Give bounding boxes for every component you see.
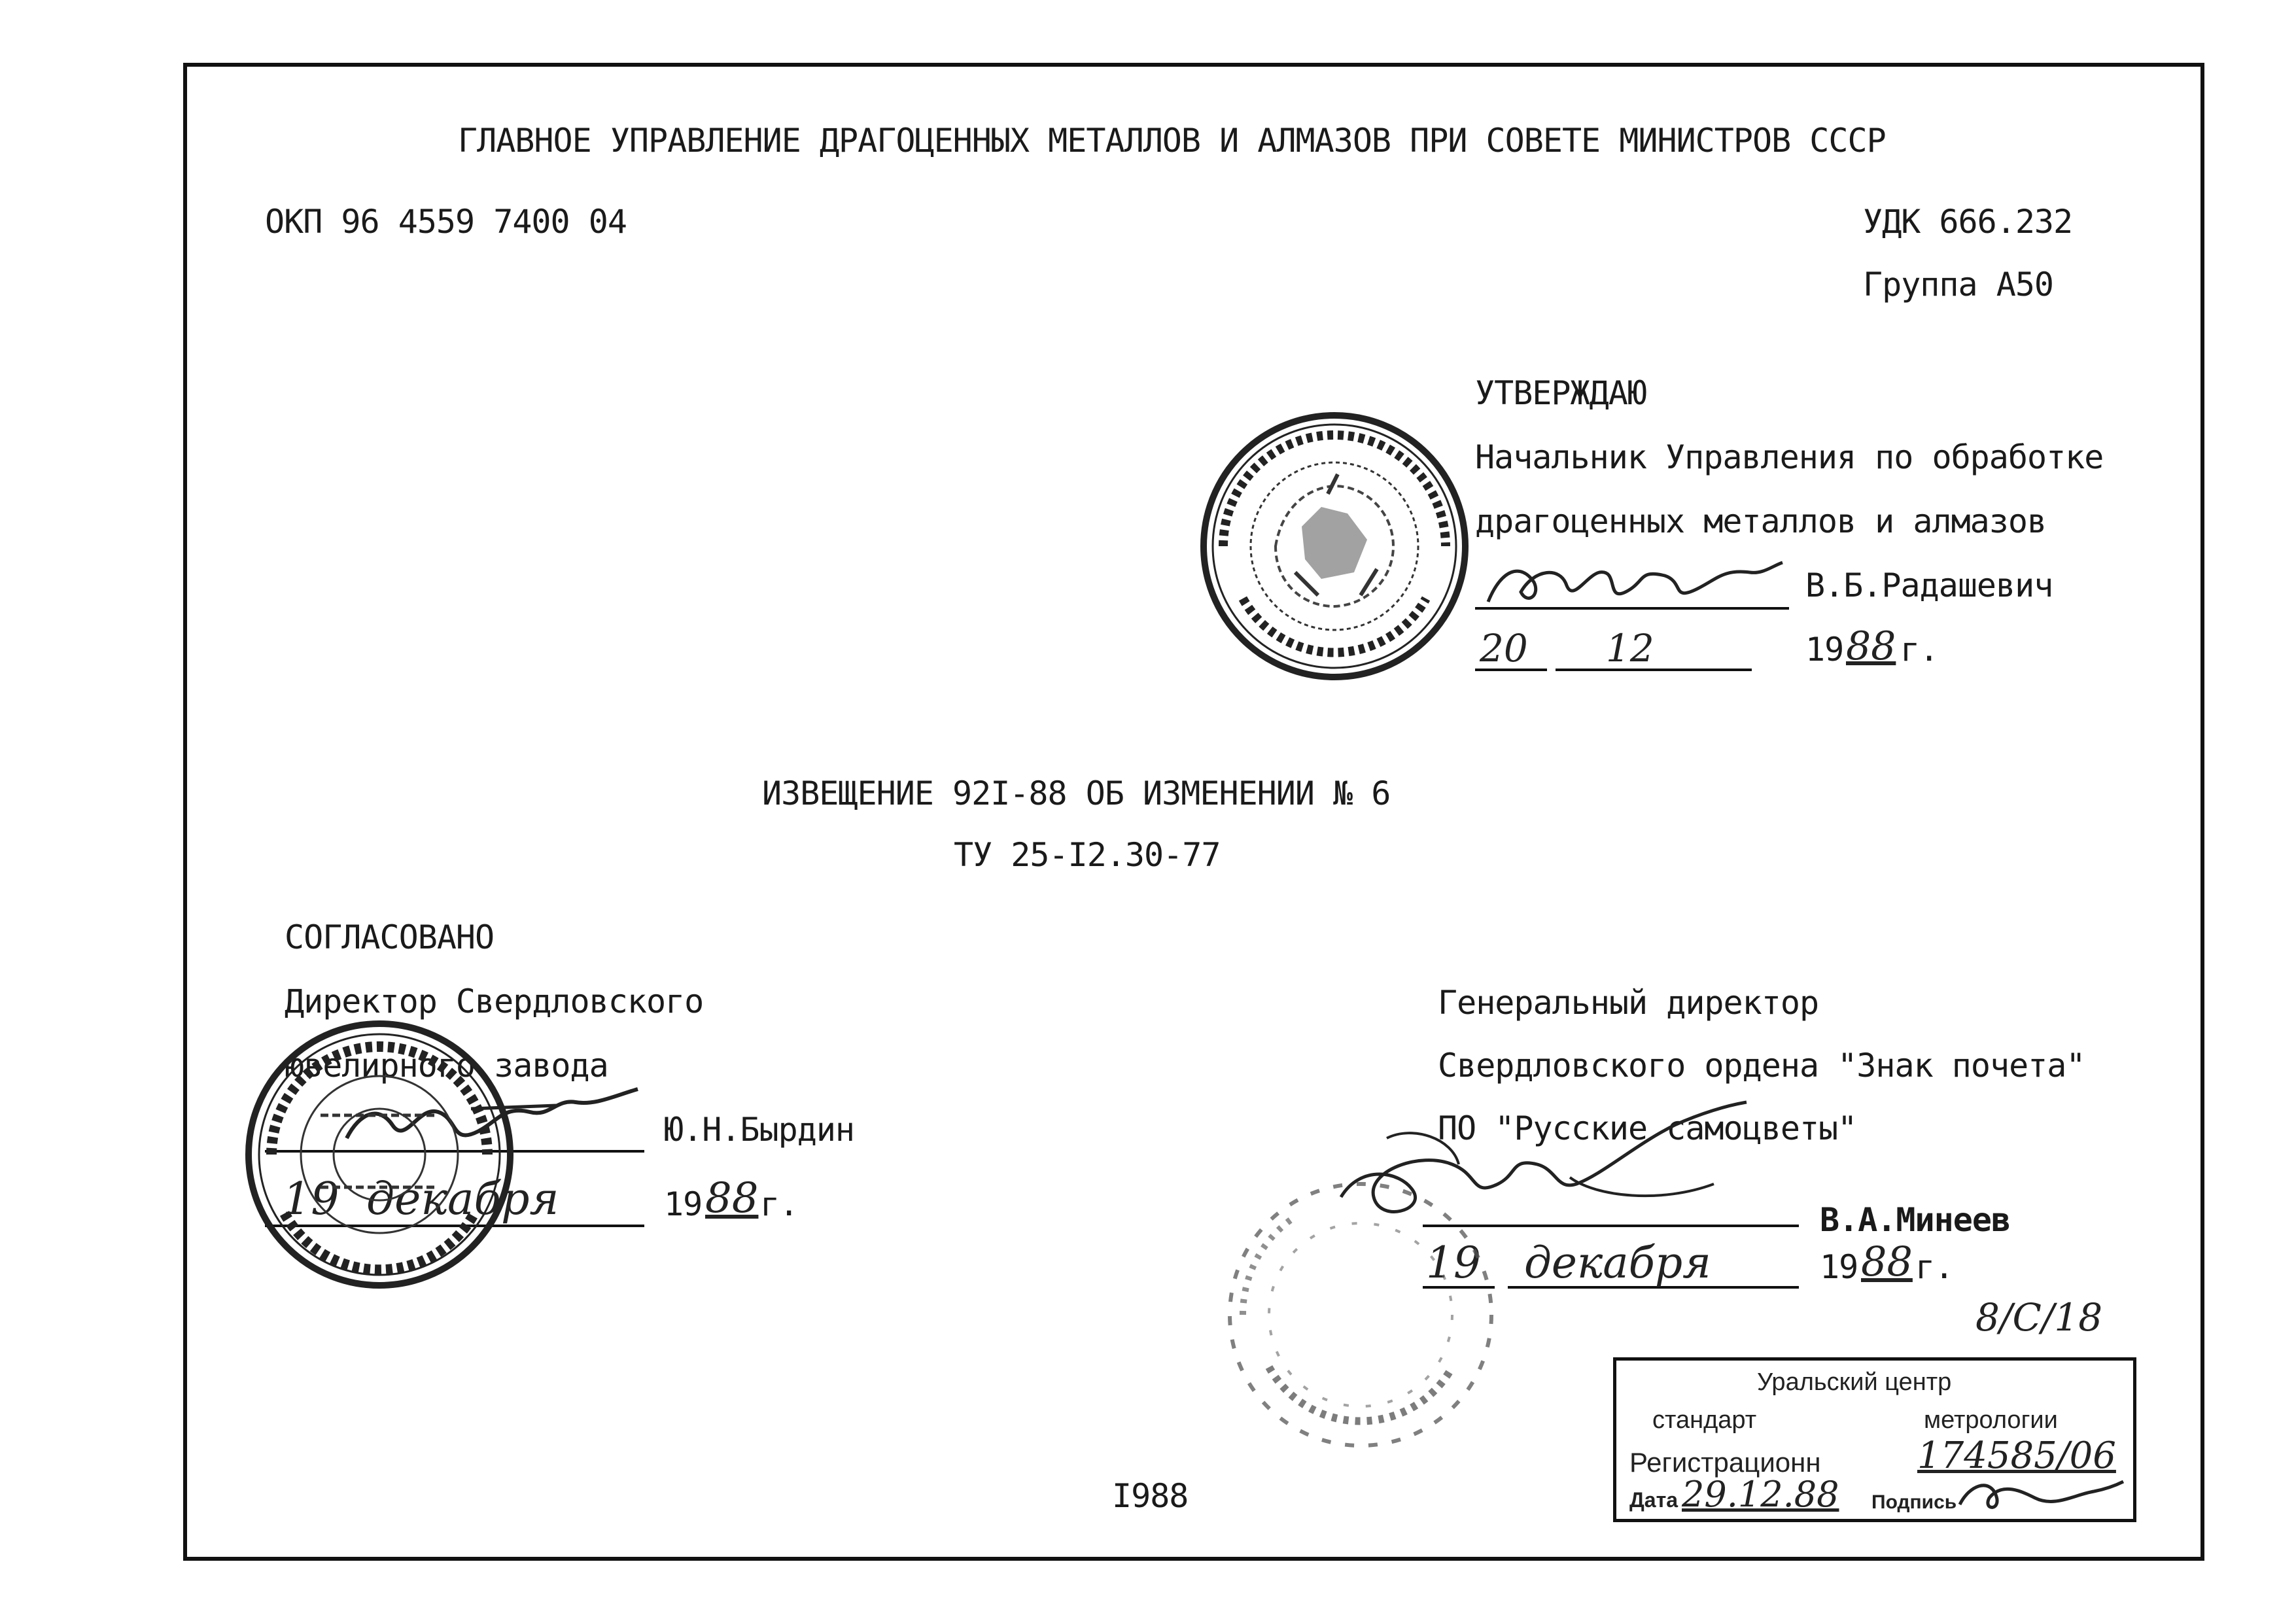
- handwritten-registration-mark: 8/С/18: [1975, 1295, 2103, 1340]
- agreed-year-handwritten: 88: [705, 1174, 759, 1223]
- footer-year: I988: [1112, 1477, 1189, 1515]
- director-year-suffix: г.: [1915, 1248, 1954, 1286]
- director-position-line2: Свердловского ордена "Знак почета": [1438, 1047, 2085, 1085]
- approval-heading: УТВЕРЖДАЮ: [1475, 374, 1646, 412]
- agreed-month: декабря: [366, 1174, 559, 1225]
- director-signer-name: В.А.Минеев: [1820, 1201, 2011, 1239]
- director-day: 19: [1426, 1238, 1481, 1288]
- registration-center-line2b: метрологии: [1924, 1406, 2058, 1434]
- approval-year-prefix: 19: [1805, 631, 1844, 669]
- okp-code: ОКП 96 4559 7400 04: [265, 203, 627, 241]
- agreed-heading: СОГЛАСОВАНО: [285, 918, 495, 956]
- agreed-signer-name: Ю.Н.Бырдин: [664, 1111, 855, 1149]
- group-code: Группа А50: [1863, 266, 2054, 304]
- tu-number: ТУ 25-I2.30-77: [954, 836, 1221, 874]
- approval-signer-name: В.Б.Радашевич: [1805, 566, 2053, 604]
- agreed-day: 19: [283, 1174, 339, 1225]
- approval-year-handwritten: 88: [1846, 623, 1896, 669]
- registration-stamp: [1613, 1357, 2136, 1522]
- director-position-line3: ПО "Русские самоцветы": [1438, 1109, 1857, 1147]
- agreed-position-line2: ювелирного завода: [285, 1047, 608, 1085]
- notice-title: ИЗВЕЩЕНИЕ 92I-88 ОБ ИЗМЕНЕНИИ № 6: [762, 774, 1391, 812]
- director-position-line1: Генеральный директор: [1438, 984, 1819, 1022]
- registration-number: 174585/06: [1917, 1434, 2116, 1477]
- registration-date: 29.12.88: [1682, 1474, 1839, 1515]
- approval-year-suffix: г.: [1900, 631, 1939, 669]
- registration-signature-label: Подпись: [1871, 1491, 1957, 1513]
- approval-month: 12: [1606, 626, 1654, 670]
- approval-position-line2: драгоценных металлов и алмазов: [1475, 502, 2047, 540]
- registration-center-line2a: стандарт: [1652, 1406, 1757, 1434]
- approval-day: 20: [1480, 626, 1528, 670]
- registration-date-label: Дата: [1629, 1488, 1679, 1512]
- udk-code: УДК 666.232: [1863, 203, 2073, 241]
- agreed-position-line1: Директор Свердловского: [285, 982, 704, 1020]
- agreed-stamp: [242, 1017, 517, 1292]
- approval-signature: [1475, 556, 1789, 615]
- registration-signature: [1957, 1472, 2127, 1518]
- director-stamp: [1217, 1171, 1505, 1459]
- director-year-handwritten: 88: [1861, 1238, 1913, 1285]
- approval-position-line1: Начальник Управления по обработке: [1475, 438, 2104, 476]
- approval-stamp: [1197, 409, 1472, 684]
- director-month: декабря: [1524, 1238, 1711, 1288]
- agreed-year-suffix: г.: [760, 1185, 799, 1223]
- agreed-year-prefix: 19: [664, 1185, 703, 1223]
- registration-center-line1: Уральский центр: [1757, 1368, 1952, 1396]
- director-year-prefix: 19: [1820, 1248, 1858, 1286]
- registration-number-label: Регистрационн: [1629, 1447, 1821, 1478]
- ministry-heading: ГЛАВНОЕ УПРАВЛЕНИЕ ДРАГОЦЕННЫХ МЕТАЛЛОВ И АЛМАЗОВ ПРИ СОВЕТЕ МИНИСТРОВ СССР: [458, 122, 1886, 160]
